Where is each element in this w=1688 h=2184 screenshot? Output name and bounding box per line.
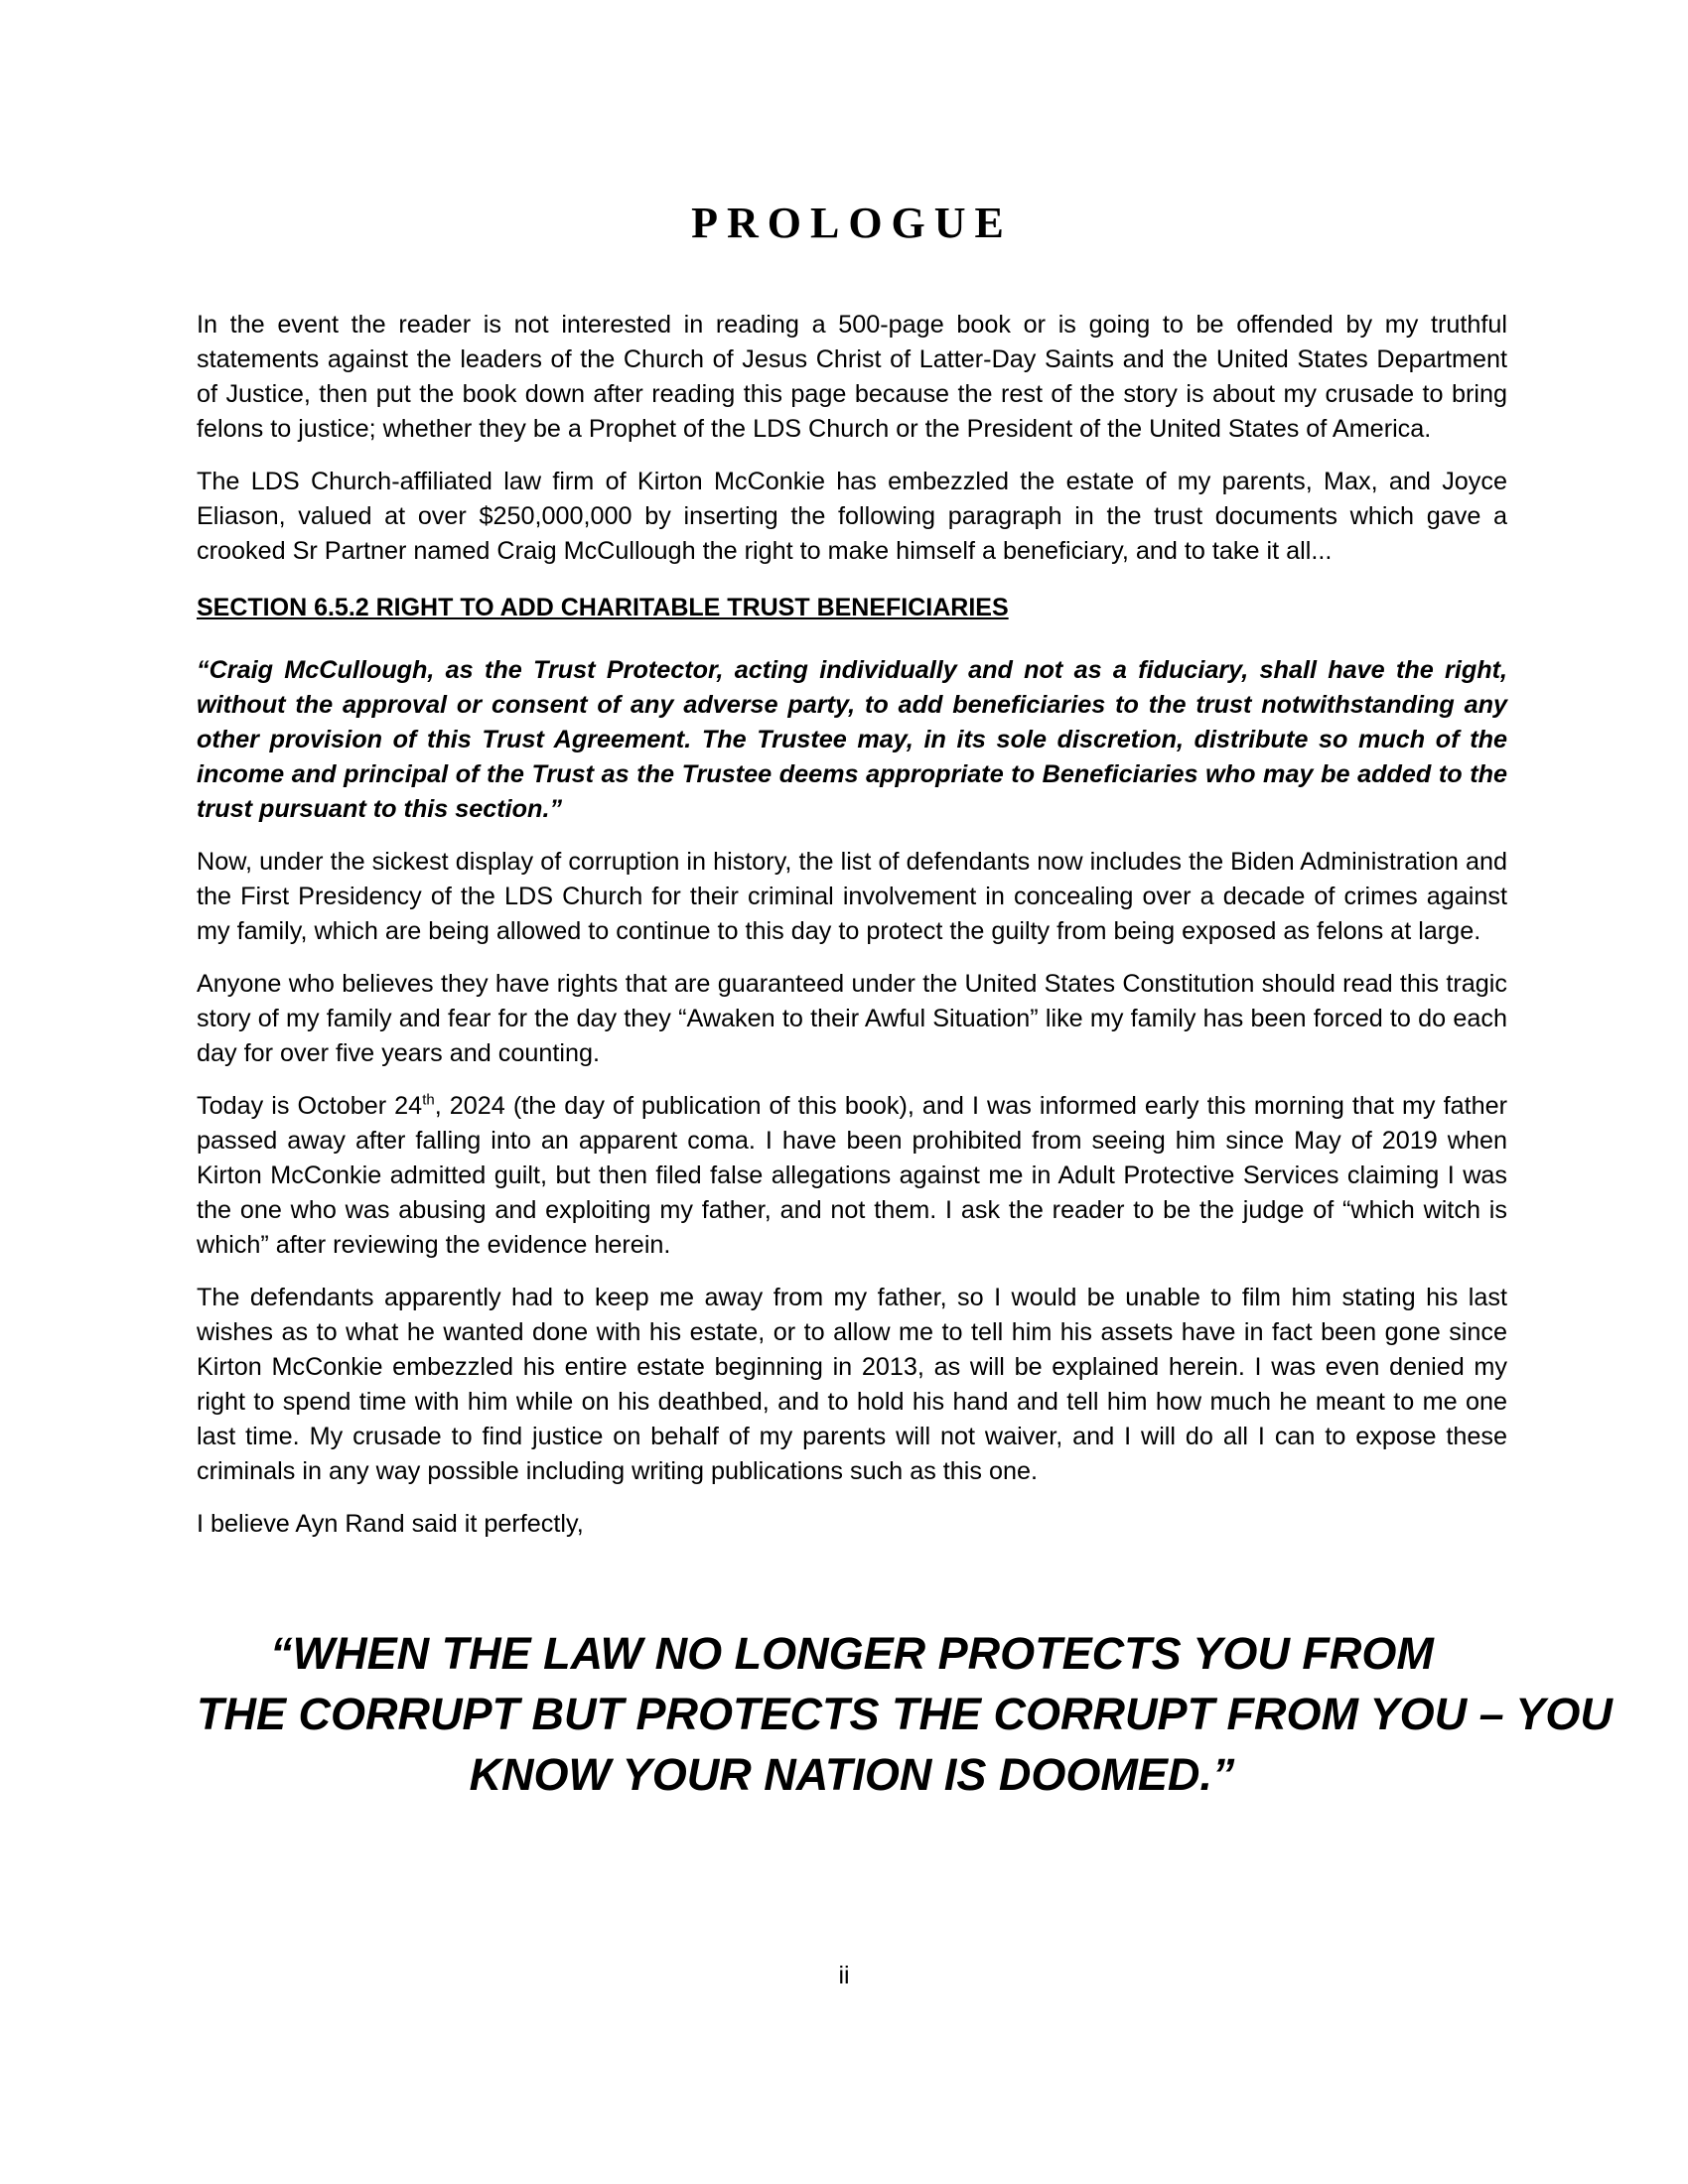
embezzlement-paragraph: The LDS Church-affiliated law firm of Kirton McConkie has embezzled the estate of my parents, Max, and Joyce Eliason, valued at over $250,000,000 by inserting the following paragraph in the trust documents which gave a crooked Sr Partner named Craig McCullough the right to make himself a beneficiary, and to take it all... — [197, 468, 1507, 565]
quote-line-1: “WHEN THE LAW NO LONGER PROTECTS YOU FROM — [270, 1628, 1434, 1679]
page-title: PROLOGUE — [691, 199, 1013, 247]
crusade-paragraph: The defendants apparently had to keep me away from my father, so I would be unable to film him stating his last wishes as to what he wanted done with his estate, or to allow me to tell him his assets have in fact been gone since Kirton McConkie embezzled his entire estate beginning in 2013, as will be explained herein. I was even denied my right to spend time with him while on his deathbed, and to hold his hand and tell him how much he meant to me one last time. My crusade to find justice on behalf of my parents will not waiver, and I will do all I can to expose these criminals in any way possible including writing publications such as this one. — [197, 1284, 1507, 1485]
quote-line-3: KNOW YOUR NATION IS DOOMED.” — [469, 1749, 1235, 1800]
ayn-rand-intro: I believe Ayn Rand said it perfectly, — [197, 1510, 584, 1538]
constitution-paragraph: Anyone who believes they have rights that are guaranteed under the United States Constitution should read this tragic story of my family and fear for the day they “Awaken to their Awful Situation” like my family has been forced to do each day for over five years and counting. — [197, 970, 1507, 1067]
publication-day-text: , 2024 (the day of publication of this book), and I was informed early this morning that my father passed away after falling into an apparent coma. I have been prohibited from seeing him since May of 2019 when Kirton McConkie admitted guilt, but then filed false allegations against me in Adult Protective Services claiming I was the one who was abusing and exploiting my father, and not them. I ask the reader to be the judge of “which witch is which” after reviewing the evidence herein. — [197, 1092, 1507, 1259]
trust-clause-quote: “Craig McCullough, as the Trust Protector, acting individually and not as a fiduciary, shall have the right, without the approval or consent of any adverse party, to add beneficiaries to the trust notwithstanding any other provision of this Trust Agreement. The Trustee may, in its sole discretion, distribute so much of the income and principal of the Trust as the Trustee deems appropriate to Beneficiaries who may be added to the trust pursuant to this section.” — [197, 656, 1507, 823]
page-content — [197, 189, 1613, 1805]
quote-line-2: THE CORRUPT BUT PROTECTS THE CORRUPT FROM YOU – YOU — [197, 1689, 1613, 1739]
defendants-paragraph: Now, under the sickest display of corruption in history, the list of defendants now includes the Biden Administration and the First Presidency of the LDS Church for their criminal involvement in concealing over a decade of crimes against my family, which are being allowed to continue to this day to protect the guilty from being exposed as felons at large. — [197, 848, 1507, 945]
section-heading: SECTION 6.5.2 RIGHT TO ADD CHARITABLE TRUST BENEFICIARIES — [197, 594, 1009, 621]
date-ordinal-suffix: th — [422, 1091, 435, 1109]
intro-paragraph: In the event the reader is not interested in reading a 500-page book or is going to be offended by my truthful statements against the leaders of the Church of Jesus Christ of Latter-Day Saints and the United States Department of Justice, then put the book down after reading this page because the rest of the story is about my crusade to bring felons to justice; whether they be a Prophet of the LDS Church or the President of the United States of America. — [197, 311, 1507, 443]
page-number: ii — [838, 1962, 850, 1989]
ayn-rand-quote — [197, 1623, 1613, 1805]
publication-day-paragraph — [197, 1089, 1507, 1263]
publication-date-text: Today is October 24 — [197, 1092, 423, 1120]
